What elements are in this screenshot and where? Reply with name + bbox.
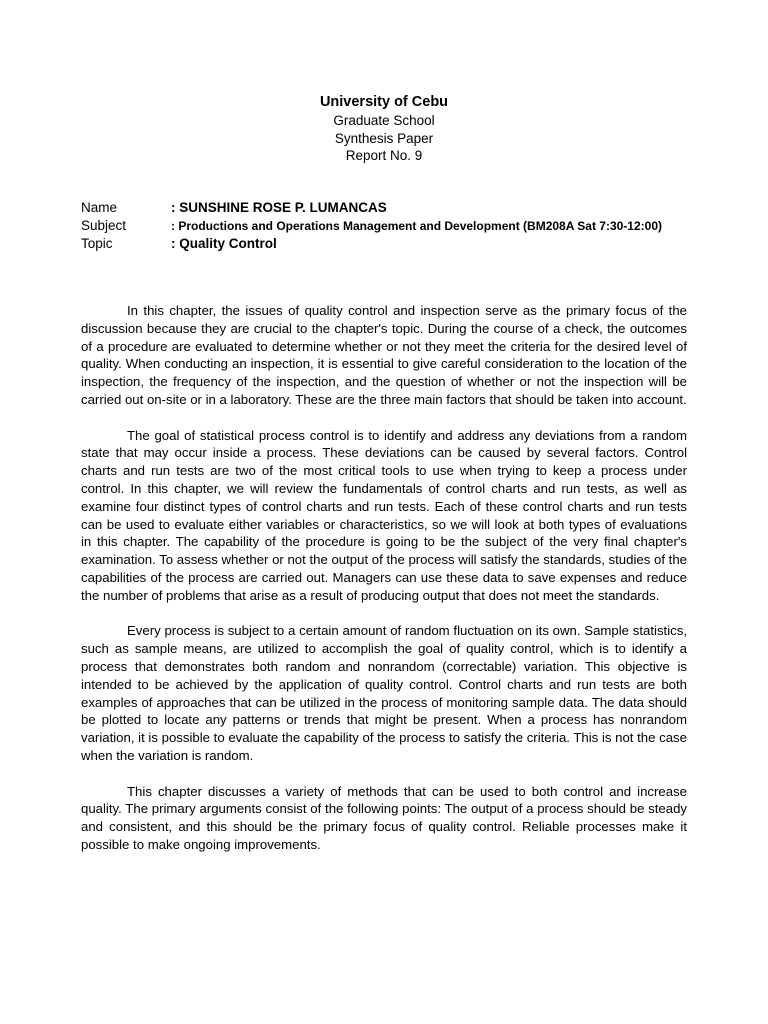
body-paragraph-3: Every process is subject to a certain amount of random fluctuation on its own. Sample statistics, such as sample means, are utilized to accomplish the goal of quality control, which is to identify a process that demonstrates both random and nonrandom (correctable) variation. This objective is intended to be achieved by the application of quality control. Control charts and run tests are both examples of approaches that can be utilized in the process of monitoring sample data. The data should be plotted to locate any patterns or trends that might be present. When a process has nonrandom variation, it is possible to evaluate the capability of the process to satisfy the criteria. This is not the case when the variation is random. [81,623,687,763]
meta-row-name [81,199,701,217]
body-paragraph-4: This chapter discusses a variety of methods that can be used to both control and increase quality. The primary arguments consist of the following points: The output of a process should be steady and consistent, and this should be the primary focus of quality control. Reliable processes make it possible to make ongoing improvements. [81,783,687,852]
topic-value: : Quality Control [171,236,277,251]
document-body [81,302,687,872]
name-label: Name [81,200,118,215]
meta-row-subject [81,217,701,235]
body-paragraph-1: In this chapter, the issues of quality control and inspection serve as the primary focus of the discussion because they are crucial to the chapter's topic. During the course of a check, the outcomes of a procedure are evaluated to determine whether or not they meet the criteria for the desired level of quality. When conducting an inspection, it is essential to give careful consideration to the location of the inspection, the frequency of the inspection, and the question of whether or not the inspection will be carried out on-site or in a laboratory. These are the three main factors that should be taken into account. [81,303,687,407]
name-value: : SUNSHINE ROSE P. LUMANCAS [171,200,387,215]
body-paragraph-2: The goal of statistical process control is to identify and address any deviations from a random state that may occur inside a process. These deviations can be caused by several factors. Control charts and run tests are two of the most critical tools to use when trying to keep a process under control. In this chapter, we will review the fundamentals of control charts and run tests, as well as examine four distinct types of control charts and run tests. Each of these control charts and run tests can be used to evaluate either variables or characteristics, so we will look at both types of evaluations in this chapter. The capability of the procedure is going to be the subject of the very final chapter's examination. To assess whether or not the output of the process will satisfy the standards, studies of the capabilities of the process are carried out. Managers can use these data to save expenses and reduce the number of problems that arise as a result of producing output that does not meet the standards. [81,427,687,603]
school-name: Graduate School [333,113,435,128]
subject-label: Subject [81,218,127,233]
topic-label: Topic [81,236,113,251]
meta-row-topic [81,235,701,253]
university-title: University of Cebu [319,94,449,110]
document-header [0,93,768,165]
subject-value: : Productions and Operations Management and Development (BM208A Sat 7:30-12:00) [171,219,662,233]
report-number: Report No. 9 [345,148,423,163]
paper-type: Synthesis Paper [334,130,434,146]
document-meta [81,199,701,253]
